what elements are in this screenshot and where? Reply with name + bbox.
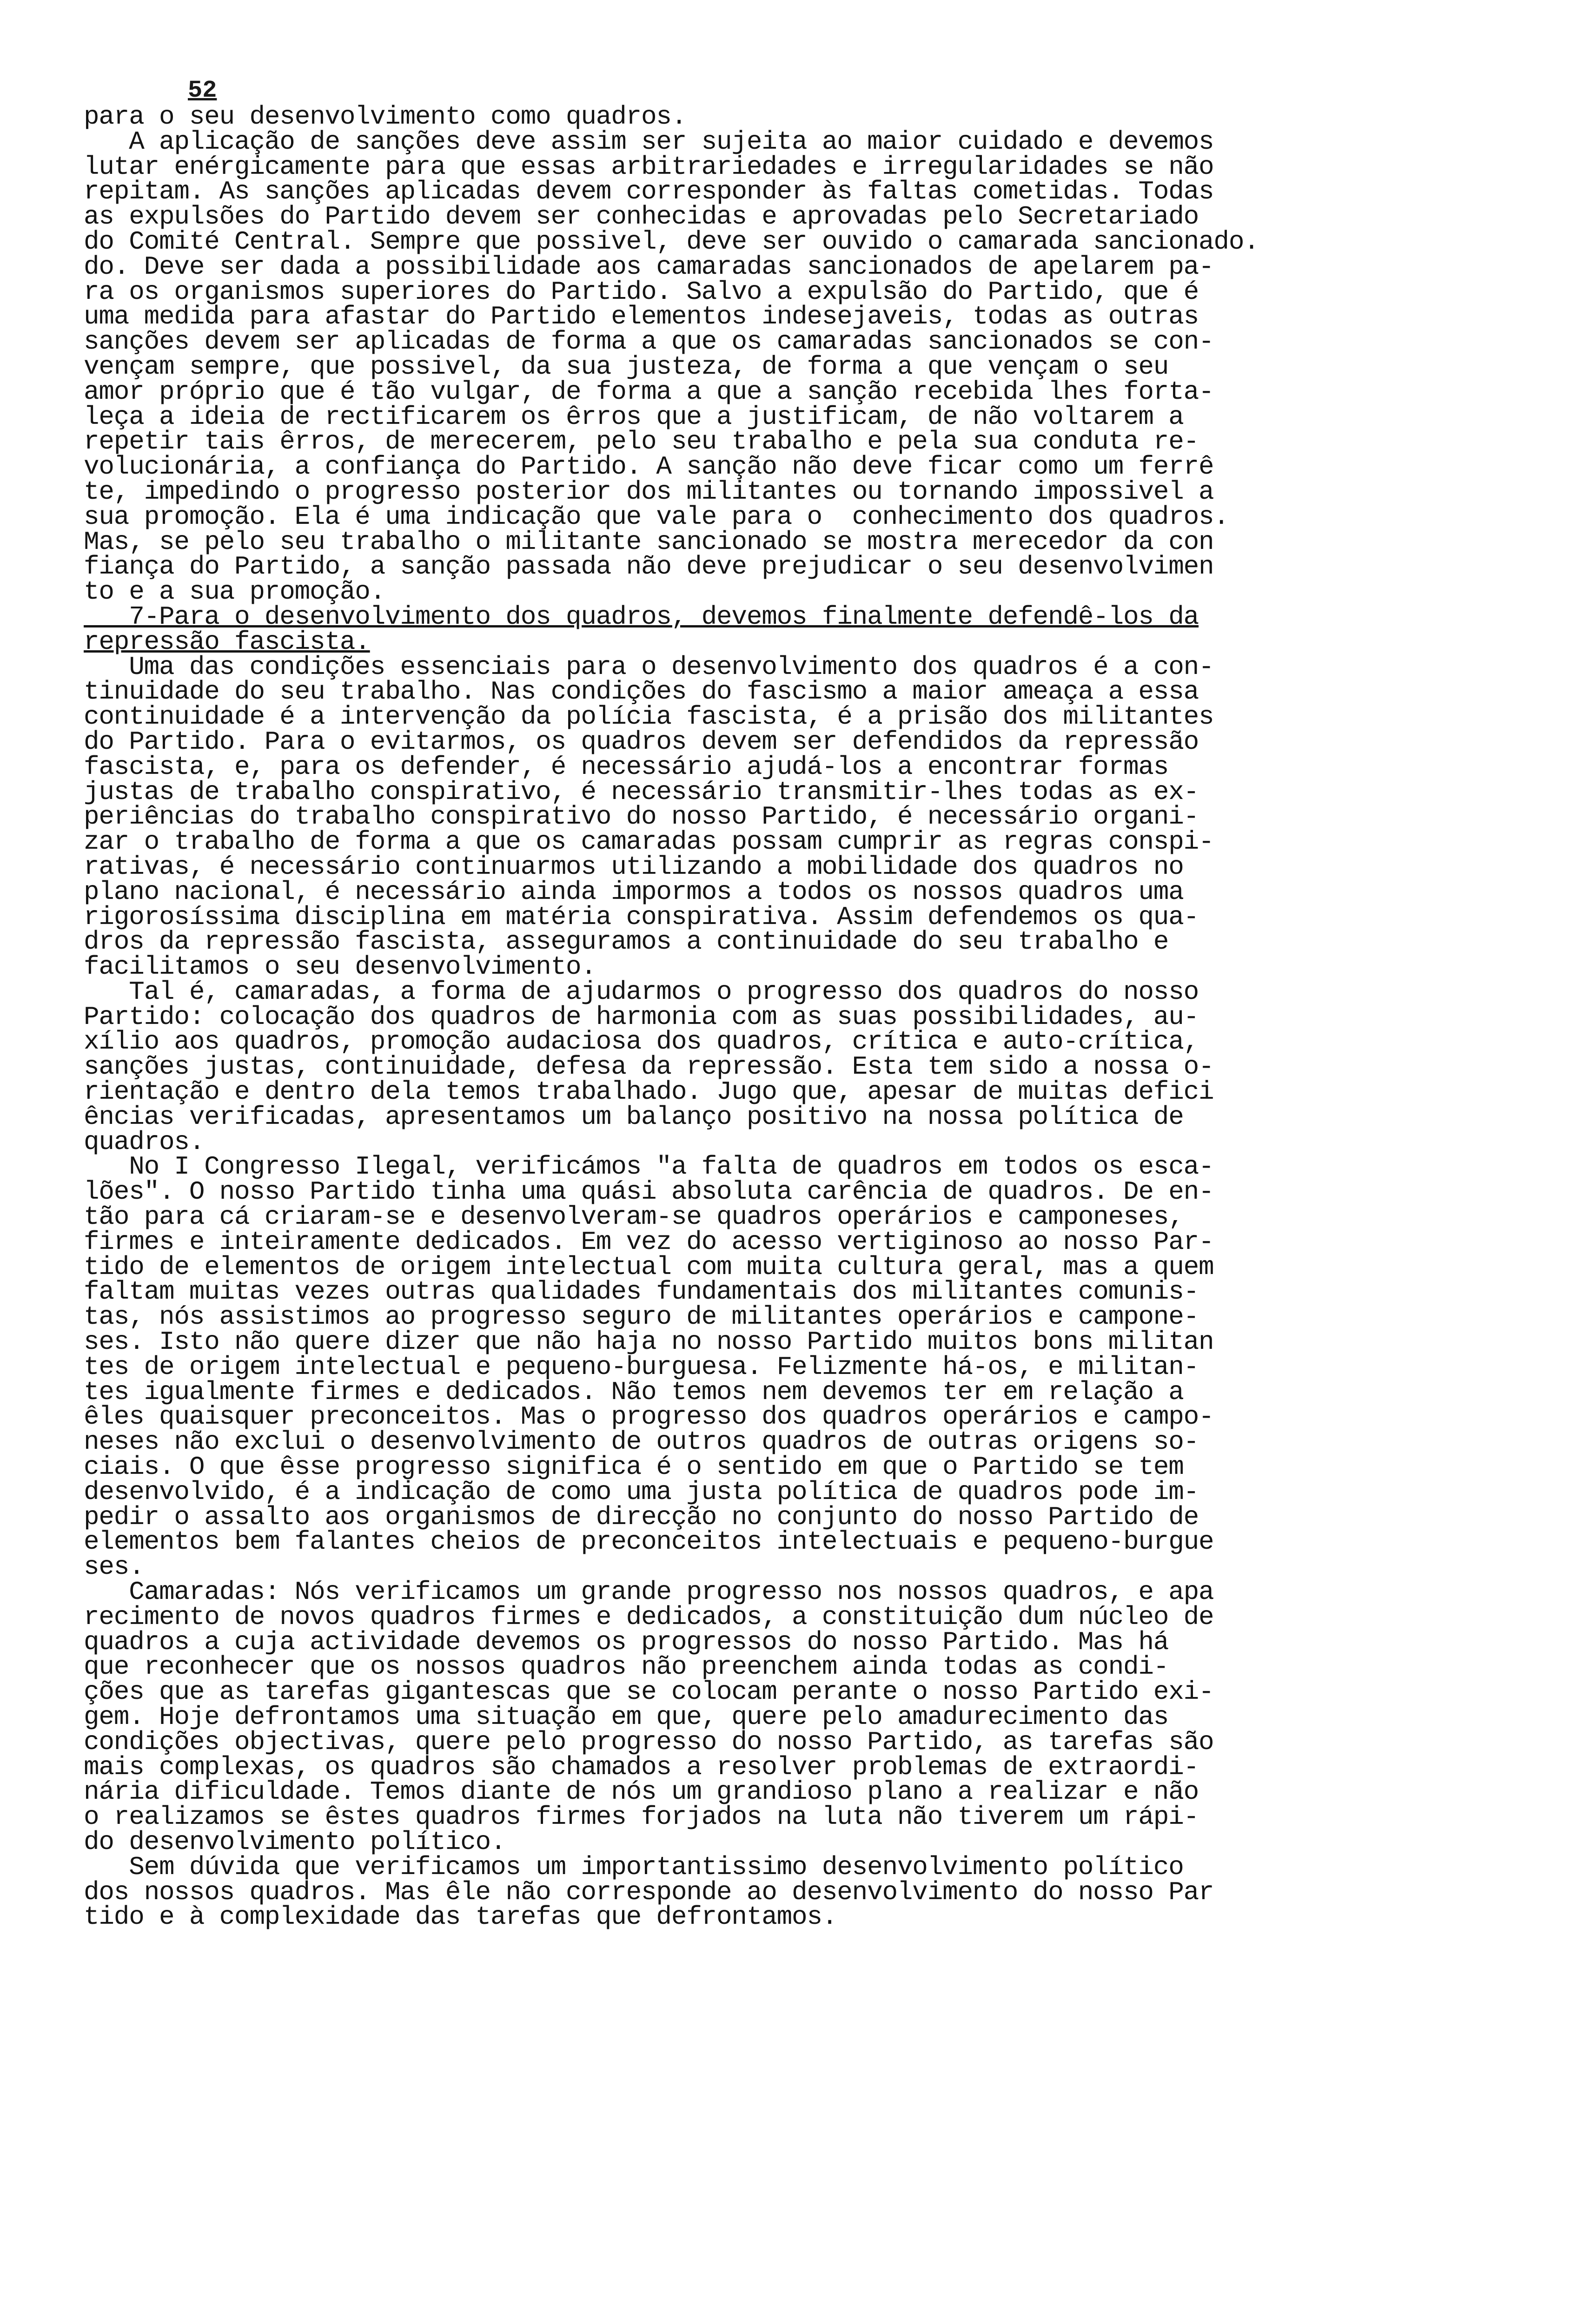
text-line: Mas, se pelo seu trabalho o militante sancionado se mostra merecedor da con [84, 527, 1214, 557]
text-line: tinuidade do seu trabalho. Nas condições do fascismo a maior ameaça a essa [84, 677, 1199, 707]
text-line: repetir tais êrros, de merecerem, pelo seu trabalho e pela sua conduta re- [84, 427, 1199, 457]
text-line: facilitamos o seu desenvolvimento. [84, 952, 596, 982]
text-line: gem. Hoje defrontamos uma situação em que, quere pelo amadurecimento das [84, 1702, 1169, 1732]
text-line: plano nacional, é necessário ainda impormos a todos os nossos quadros uma [84, 877, 1184, 907]
text-line: dros da repressão fascista, asseguramos a continuidade do seu trabalho e [84, 927, 1169, 957]
text-line: rigorosíssima disciplina em matéria conspirativa. Assim defendemos os qua- [84, 902, 1199, 932]
text-line: repitam. As sanções aplicadas devem corresponder às faltas cometidas. Todas [84, 177, 1214, 207]
text-line: ciais. O que êsse progresso significa é o sentido em que o Partido se tem [84, 1452, 1184, 1482]
text-line: que reconhecer que os nossos quadros não preenchem ainda todas as condi- [84, 1652, 1169, 1682]
text-line: rativas, é necessário continuarmos utilizando a mobilidade dos quadros no [84, 852, 1184, 882]
page-number: 52 [188, 77, 217, 104]
text-line: tão para cá criaram-se e desenvolveram-se quadros operários e camponeses, [84, 1202, 1184, 1232]
text-line: pedir o assalto aos organismos de direcção no conjunto do nosso Partido de [84, 1502, 1199, 1532]
text-line: xílio aos quadros, promoção audaciosa dos quadros, crítica e auto-crítica, [84, 1027, 1199, 1057]
text-line: ções que as tarefas gigantescas que se colocam perante o nosso Partido exi- [84, 1677, 1214, 1707]
text-line: volucionária, a confiança do Partido. A sanção não deve ficar como um ferrê [84, 452, 1214, 482]
text-line: te, impedindo o progresso posterior dos militantes ou tornando impossivel a [84, 476, 1214, 507]
text-line: quadros. [84, 1127, 205, 1157]
text-line: leça a ideia de rectificarem os êrros que a justificam, de não voltarem a [84, 402, 1184, 432]
text-line: Uma das condições essenciais para o desenvolvimento dos quadros é a con- [84, 652, 1214, 682]
text-line: repressão fascista. [84, 627, 370, 657]
text-line: tas, nós assistimos ao progresso seguro de militantes operários e campone- [84, 1302, 1199, 1332]
text-line: rientação e dentro dela temos trabalhado. Jugo que, apesar de muitas defici [84, 1077, 1214, 1107]
text-line: sanções justas, continuidade, defesa da repressão. Esta tem sido a nossa o- [84, 1052, 1214, 1082]
text-line: uma medida para afastar do Partido elementos indesejaveis, todas as outras [84, 302, 1199, 332]
text-line: ses. [84, 1552, 144, 1582]
text-line: zar o trabalho de forma a que os camaradas possam cumprir as regras conspi- [84, 827, 1214, 857]
text-line: No I Congresso Ilegal, verificámos "a falta de quadros em todos os esca- [84, 1152, 1214, 1182]
text-line: tido e à complexidade das tarefas que defrontamos. [84, 1902, 837, 1932]
text-line: fiança do Partido, a sanção passada não deve prejudicar o seu desenvolvimen [84, 552, 1214, 582]
text-line: justas de trabalho conspirativo, é necessário transmitir-lhes todas as ex- [84, 777, 1199, 807]
text-line: firmes e inteiramente dedicados. Em vez do acesso vertiginoso ao nosso Par- [84, 1227, 1214, 1257]
text-line: Tal é, camaradas, a forma de ajudarmos o progresso dos quadros do nosso [84, 977, 1199, 1007]
text-line: vençam sempre, que possivel, da sua justeza, de forma a que vençam o seu [84, 351, 1169, 382]
text-line: lões". O nosso Partido tinha uma quási absoluta carência de quadros. De en- [84, 1177, 1214, 1207]
text-line: neses não exclui o desenvolvimento de outros quadros de outras origens so- [84, 1427, 1199, 1457]
text-line: recimento de novos quadros firmes e dedicados, a constituição dum núcleo de [84, 1602, 1214, 1632]
text-line: do Partido. Para o evitarmos, os quadros devem ser defendidos da repressão [84, 726, 1199, 757]
text-line: continuidade é a intervenção da polícia fascista, é a prisão dos militantes [84, 702, 1214, 732]
text-line: ências verificadas, apresentamos um balanço positivo na nossa política de [84, 1102, 1184, 1132]
text-line: tes de origem intelectual e pequeno-burguesa. Felizmente há-os, e militan- [84, 1352, 1199, 1382]
text-line: do. Deve ser dada a possibilidade aos camaradas sancionados de apelarem pa- [84, 251, 1214, 282]
text-line: 7-Para o desenvolvimento dos quadros, devemos finalmente defendê-los da [84, 601, 1199, 632]
text-line: dos nossos quadros. Mas êle não corresponde ao desenvolvimento do nosso Par [84, 1877, 1214, 1907]
text-line: Camaradas: Nós verificamos um grande progresso nos nossos quadros, e apa [84, 1577, 1214, 1607]
text-line: A aplicação de sanções deve assim ser sujeita ao maior cuidado e devemos [84, 126, 1214, 157]
text-line: lutar enérgicamente para que essas arbitrariedades e irregularidades se não [84, 152, 1214, 182]
text-line: periências do trabalho conspirativo do nosso Partido, é necessário organi- [84, 802, 1199, 832]
text-line: sua promoção. Ela é uma indicação que vale para o conhecimento dos quadros. [84, 502, 1229, 532]
text-line: do desenvolvimento político. [84, 1827, 506, 1857]
text-line: mais complexas, os quadros são chamados a resolver problemas de extraordi- [84, 1752, 1199, 1782]
text-line: fascista, e, para os defender, é necessário ajudá-los a encontrar formas [84, 752, 1169, 782]
text-line: condições objectivas, quere pelo progresso do nosso Partido, as tarefas são [84, 1727, 1214, 1757]
text-line: tes igualmente firmes e dedicados. Não temos nem devemos ter em relação a [84, 1377, 1184, 1407]
text-line: sanções devem ser aplicadas de forma a que os camaradas sancionados se con- [84, 327, 1214, 357]
text-line: Partido: colocação dos quadros de harmonia com as suas possibilidades, au- [84, 1002, 1199, 1032]
text-line: êles quaisquer preconceitos. Mas o progresso dos quadros operários e campo- [84, 1402, 1214, 1432]
text-line: as expulsões do Partido devem ser conhecidas e aprovadas pelo Secretariado [84, 202, 1199, 232]
text-line: desenvolvido, é a indicação de como uma justa política de quadros pode im- [84, 1477, 1199, 1507]
text-line: tido de elementos de origem intelectual com muita cultura geral, mas a quem [84, 1252, 1214, 1282]
text-line: ra os organismos superiores do Partido. Salvo a expulsão do Partido, que é [84, 277, 1199, 307]
text-line: nária dificuldade. Temos diante de nós um grandioso plano a realizar e não [84, 1777, 1199, 1807]
text-line: to e a sua promoção. [84, 577, 385, 607]
text-line: ses. Isto não quere dizer que não haja no nosso Partido muitos bons militan [84, 1327, 1214, 1357]
text-line: o realizamos se êstes quadros firmes forjados na luta não tiverem um rápi- [84, 1802, 1199, 1832]
text-line: elementos bem falantes cheios de preconceitos intelectuais e pequeno-burgue [84, 1527, 1214, 1557]
text-line: faltam muitas vezes outras qualidades fundamentais dos militantes comunis- [84, 1277, 1199, 1307]
text-line: do Comité Central. Sempre que possivel, deve ser ouvido o camarada sancionado. [84, 226, 1259, 257]
text-line: Sem dúvida que verificamos um importantissimo desenvolvimento político [84, 1852, 1184, 1882]
text-line: amor próprio que é tão vulgar, de forma a que a sanção recebida lhes forta- [84, 376, 1214, 407]
body-text [84, 102, 1488, 1932]
text-line: para o seu desenvolvimento como quadros. [84, 102, 687, 132]
text-line: quadros a cuja actividade devemos os progressos do nosso Partido. Mas há [84, 1627, 1169, 1657]
